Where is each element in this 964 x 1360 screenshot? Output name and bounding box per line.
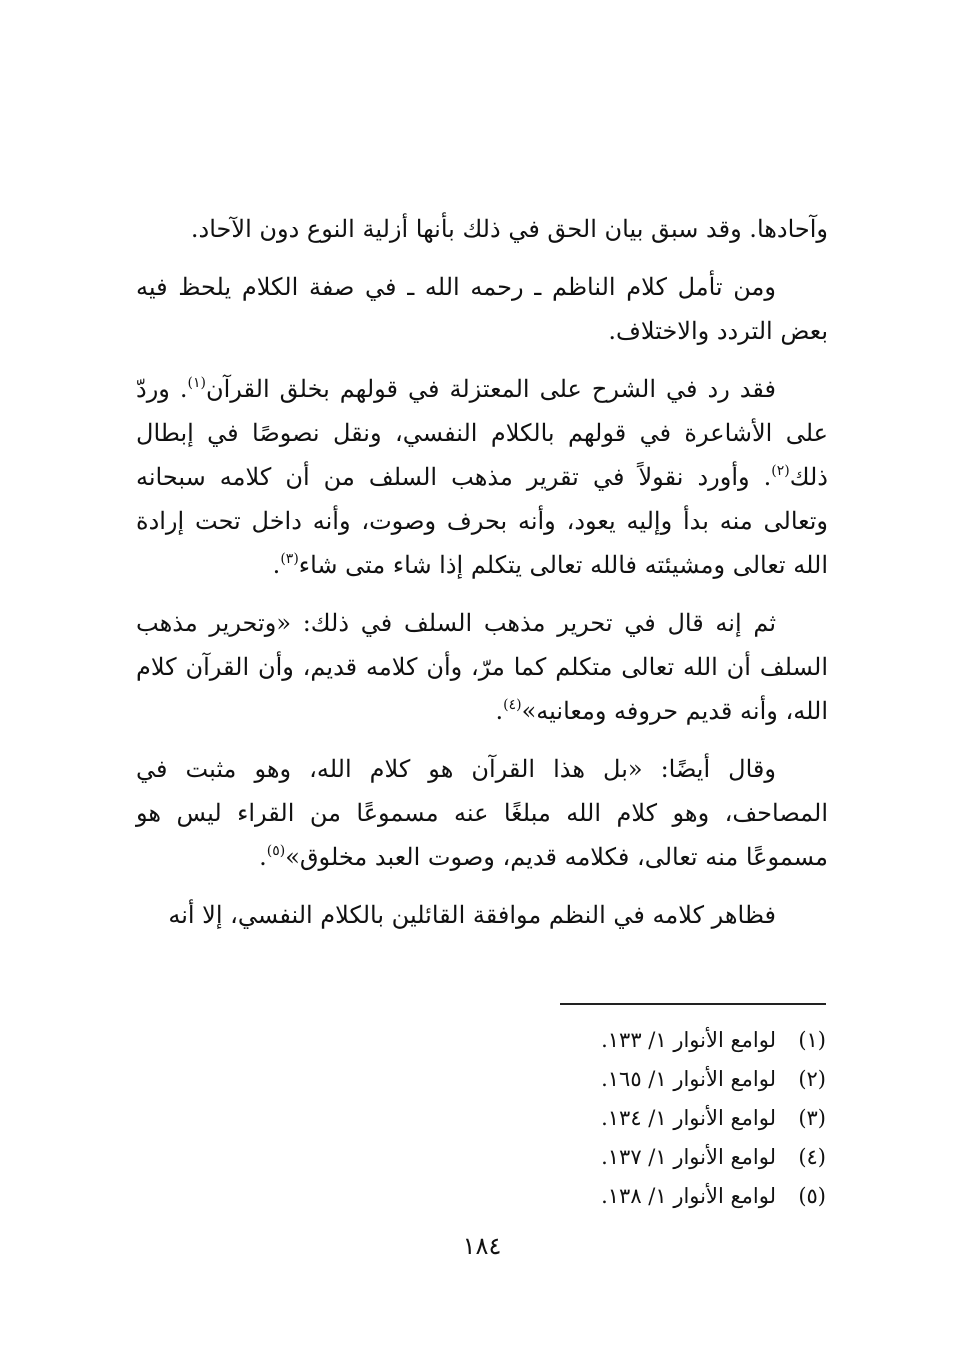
paragraph-3-text-c: . وأورد نقولاً في تقرير مذهب السلف من أن كلامه سبحانه وتعالى منه بدأ وإليه يعود، وأنه بحرف وصوت، وأنه داخل تحت إرادة الله تعالى ومشيئته فالله تعالى يتكلم إذا شاء متى شاء: [136, 463, 828, 579]
footnote-ref-3: (٣): [280, 551, 299, 567]
paragraph-6-text: فظاهر كلامه في النظم موافقة القائلين بالكلام النفسي، إلا أنه: [168, 901, 776, 929]
paragraph-2: [136, 265, 828, 353]
footnote-number: (٢): [798, 1067, 826, 1091]
paragraph-4: [136, 601, 828, 733]
paragraph-1-text: وآحادها. وقد سبق بيان الحق في ذلك بأنها أزلية النوع دون الآحاد.: [190, 215, 828, 243]
footnote-number: (٥): [798, 1184, 826, 1208]
paragraph-1: [136, 207, 828, 251]
footnote-ref-5: (٥): [266, 843, 286, 859]
main-text: [136, 207, 828, 951]
paragraph-4-text-b: .: [495, 697, 504, 725]
paragraph-5-text-b: .: [259, 843, 267, 871]
footnote-ref-4: (٤): [503, 697, 522, 713]
footnote-number: (١): [798, 1028, 826, 1052]
footnote-4: [420, 1138, 826, 1177]
footnote-text: لوامع الأنوار ١/ ١٣٧.: [601, 1145, 776, 1169]
footnote-separator: [560, 1003, 826, 1005]
footnote-3: [420, 1099, 826, 1138]
footnote-1: [420, 1021, 826, 1060]
footnote-5: [420, 1177, 826, 1216]
paragraph-3-text-a: فقد رد في الشرح على المعتزلة في قولهم بخلق القرآن: [205, 375, 777, 403]
footnote-ref-2: (٢): [771, 463, 790, 479]
paragraph-5: [136, 747, 828, 879]
paragraph-3-text-d: .: [272, 551, 281, 579]
paragraph-3: [136, 367, 828, 587]
footnote-text: لوامع الأنوار ١/ ١٣٤.: [601, 1106, 776, 1130]
paragraph-5-text-a: وقال أيضًا: «بل هذا القرآن هو كلام الله، وهو مثبت في المصاحف، وهو كلام الله مبلغًا عنه مسموعًا من القراء ليس هو مسموعًا منه تعالى، فكلامه قديم، وصوت العبد مخلوق»: [136, 755, 828, 871]
paragraph-6: [136, 893, 828, 937]
footnote-text: لوامع الأنوار ١/ ١٣٣.: [601, 1028, 776, 1052]
footnote-ref-1: (١): [187, 375, 206, 391]
page-number: ١٨٤: [462, 1232, 502, 1260]
paragraph-2-text: ومن تأمل كلام الناظم ـ رحمه الله ـ في صفة الكلام يلحظ فيه بعض التردد والاختلاف.: [136, 273, 828, 345]
footnote-text: لوامع الأنوار ١/ ١٣٨.: [601, 1184, 776, 1208]
paragraph-4-text-a: ثم إنه قال في تحرير مذهب السلف في ذلك: «وتحرير مذهب السلف أن الله تعالى متكلم كما مرّ، وأن كلامه قديم، وأن القرآن كلام الله، وأنه قديم حروفه ومعانيه»: [136, 609, 828, 725]
footnote-text: لوامع الأنوار ١/ ١٦٥.: [601, 1067, 776, 1091]
footnotes: [420, 1021, 826, 1216]
paragraph-3-text-b: . وردّ على الأشاعرة في قولهم بالكلام النفسي، ونقل نصوصًا في إبطال ذلك: [136, 375, 828, 491]
footnote-number: (٣): [798, 1106, 826, 1130]
footnote-number: (٤): [798, 1145, 826, 1169]
footnote-2: [420, 1060, 826, 1099]
